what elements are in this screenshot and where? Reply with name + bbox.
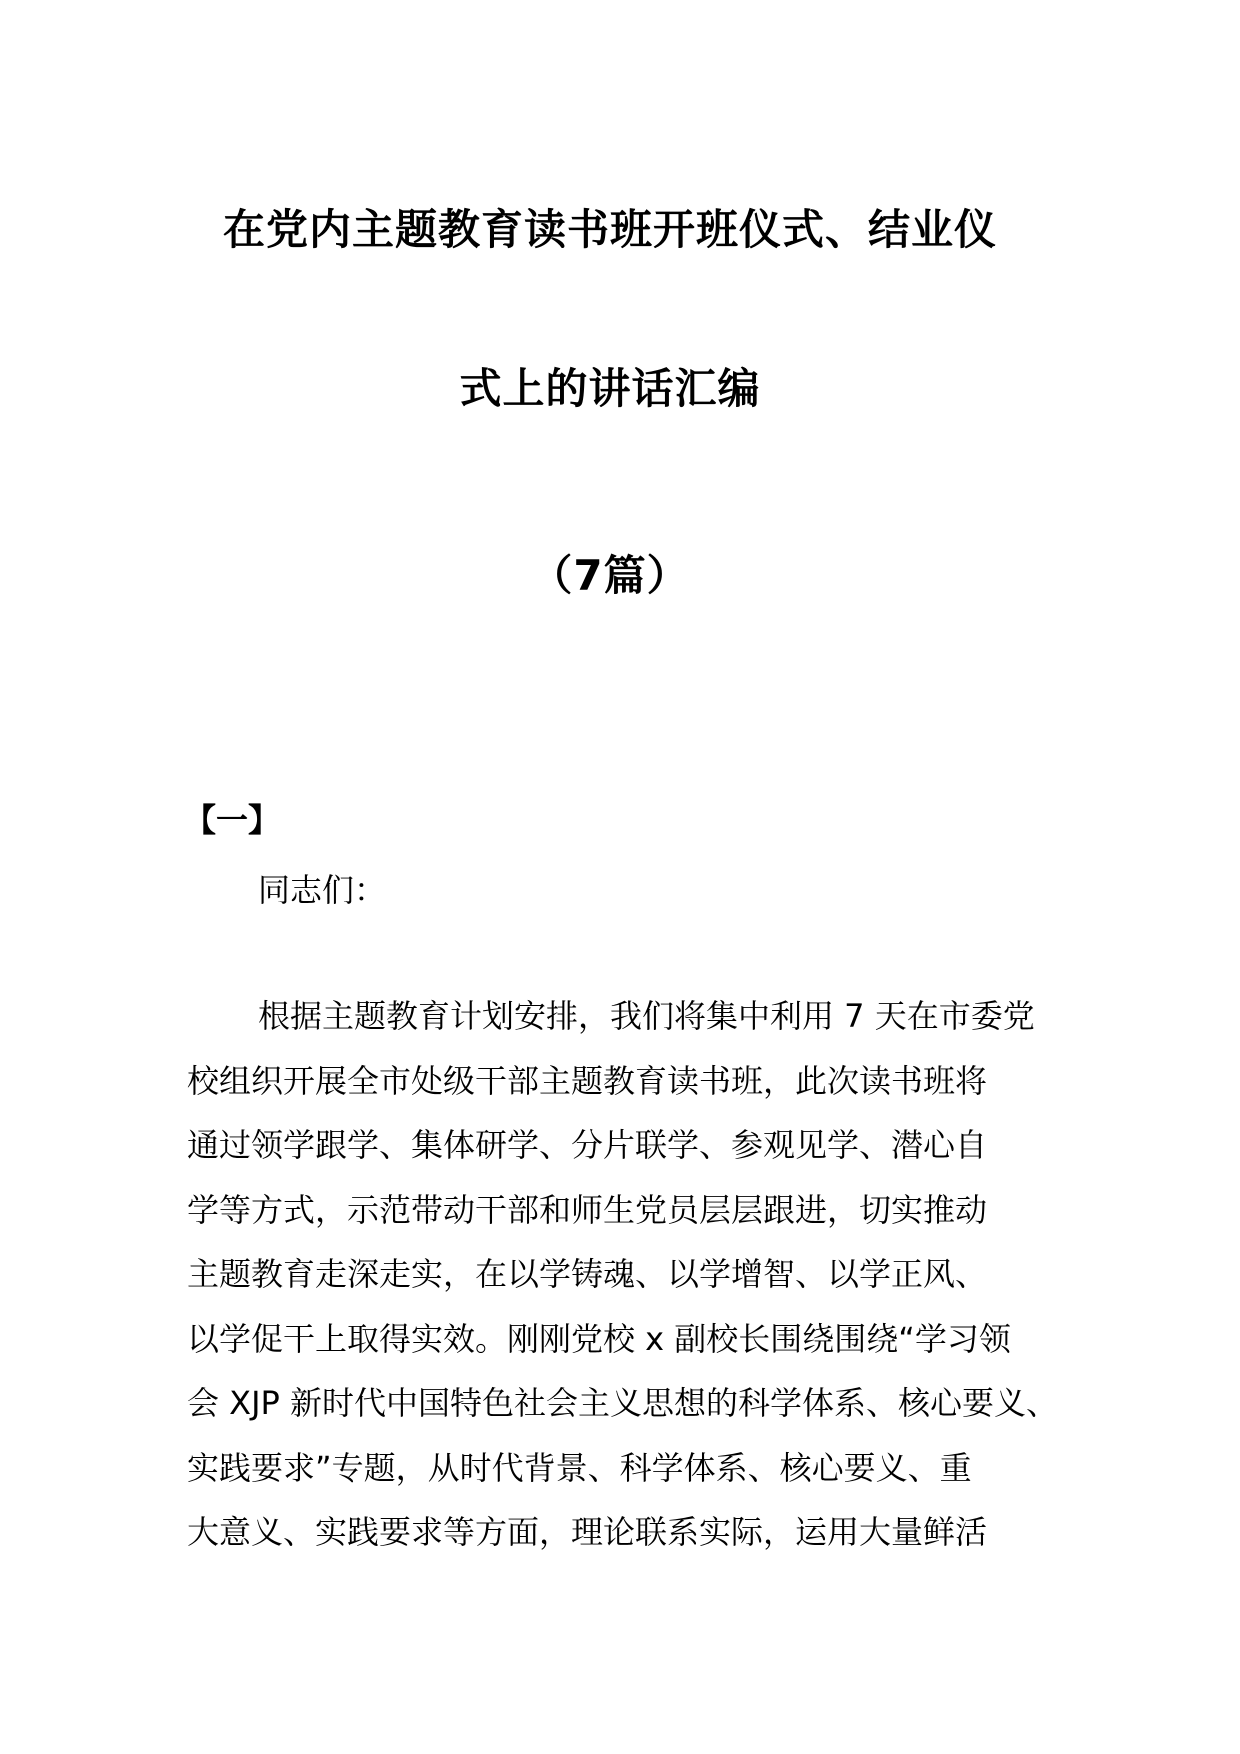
body-paragraph xyxy=(187,994,1067,1575)
document-title-line-2: 式上的讲话汇编 xyxy=(459,364,761,413)
body-line: 通过领学跟学、集体研学、分片联学、参观见学、潜心自 xyxy=(187,1126,988,1164)
section-marker: 【一】 xyxy=(184,801,281,839)
document-count-subtitle: （7篇） xyxy=(530,551,690,600)
body-line: 实践要求”专题，从时代背景、科学体系、核心要义、重 xyxy=(187,1448,972,1487)
body-line: 根据主题教育计划安排，我们将集中利用 7 天在市委党 xyxy=(258,997,1035,1035)
document-title-line-1: 在党内主题教育读书班开班仪式、结业仪 xyxy=(222,205,997,254)
body-line: 大意义、实践要求等方面，理论联系实际，运用大量鲜活 xyxy=(187,1513,988,1551)
body-line: 主题教育走深走实，在以学铸魂、以学增智、以学正风、 xyxy=(187,1255,988,1293)
body-line: 学等方式，示范带动干部和师生党员层层跟进，切实推动 xyxy=(187,1190,988,1229)
body-line: 校组织开展全市处级干部主题教育读书班，此次读书班将 xyxy=(187,1061,988,1100)
salutation: 同志们： xyxy=(258,871,387,909)
body-line: 会 XJP 新时代中国特色社会主义思想的科学体系、核心要义、 xyxy=(187,1384,1059,1422)
body-line: 以学促干上取得实效。刚刚党校 x 副校长围绕围绕“学习领 xyxy=(187,1319,1011,1358)
